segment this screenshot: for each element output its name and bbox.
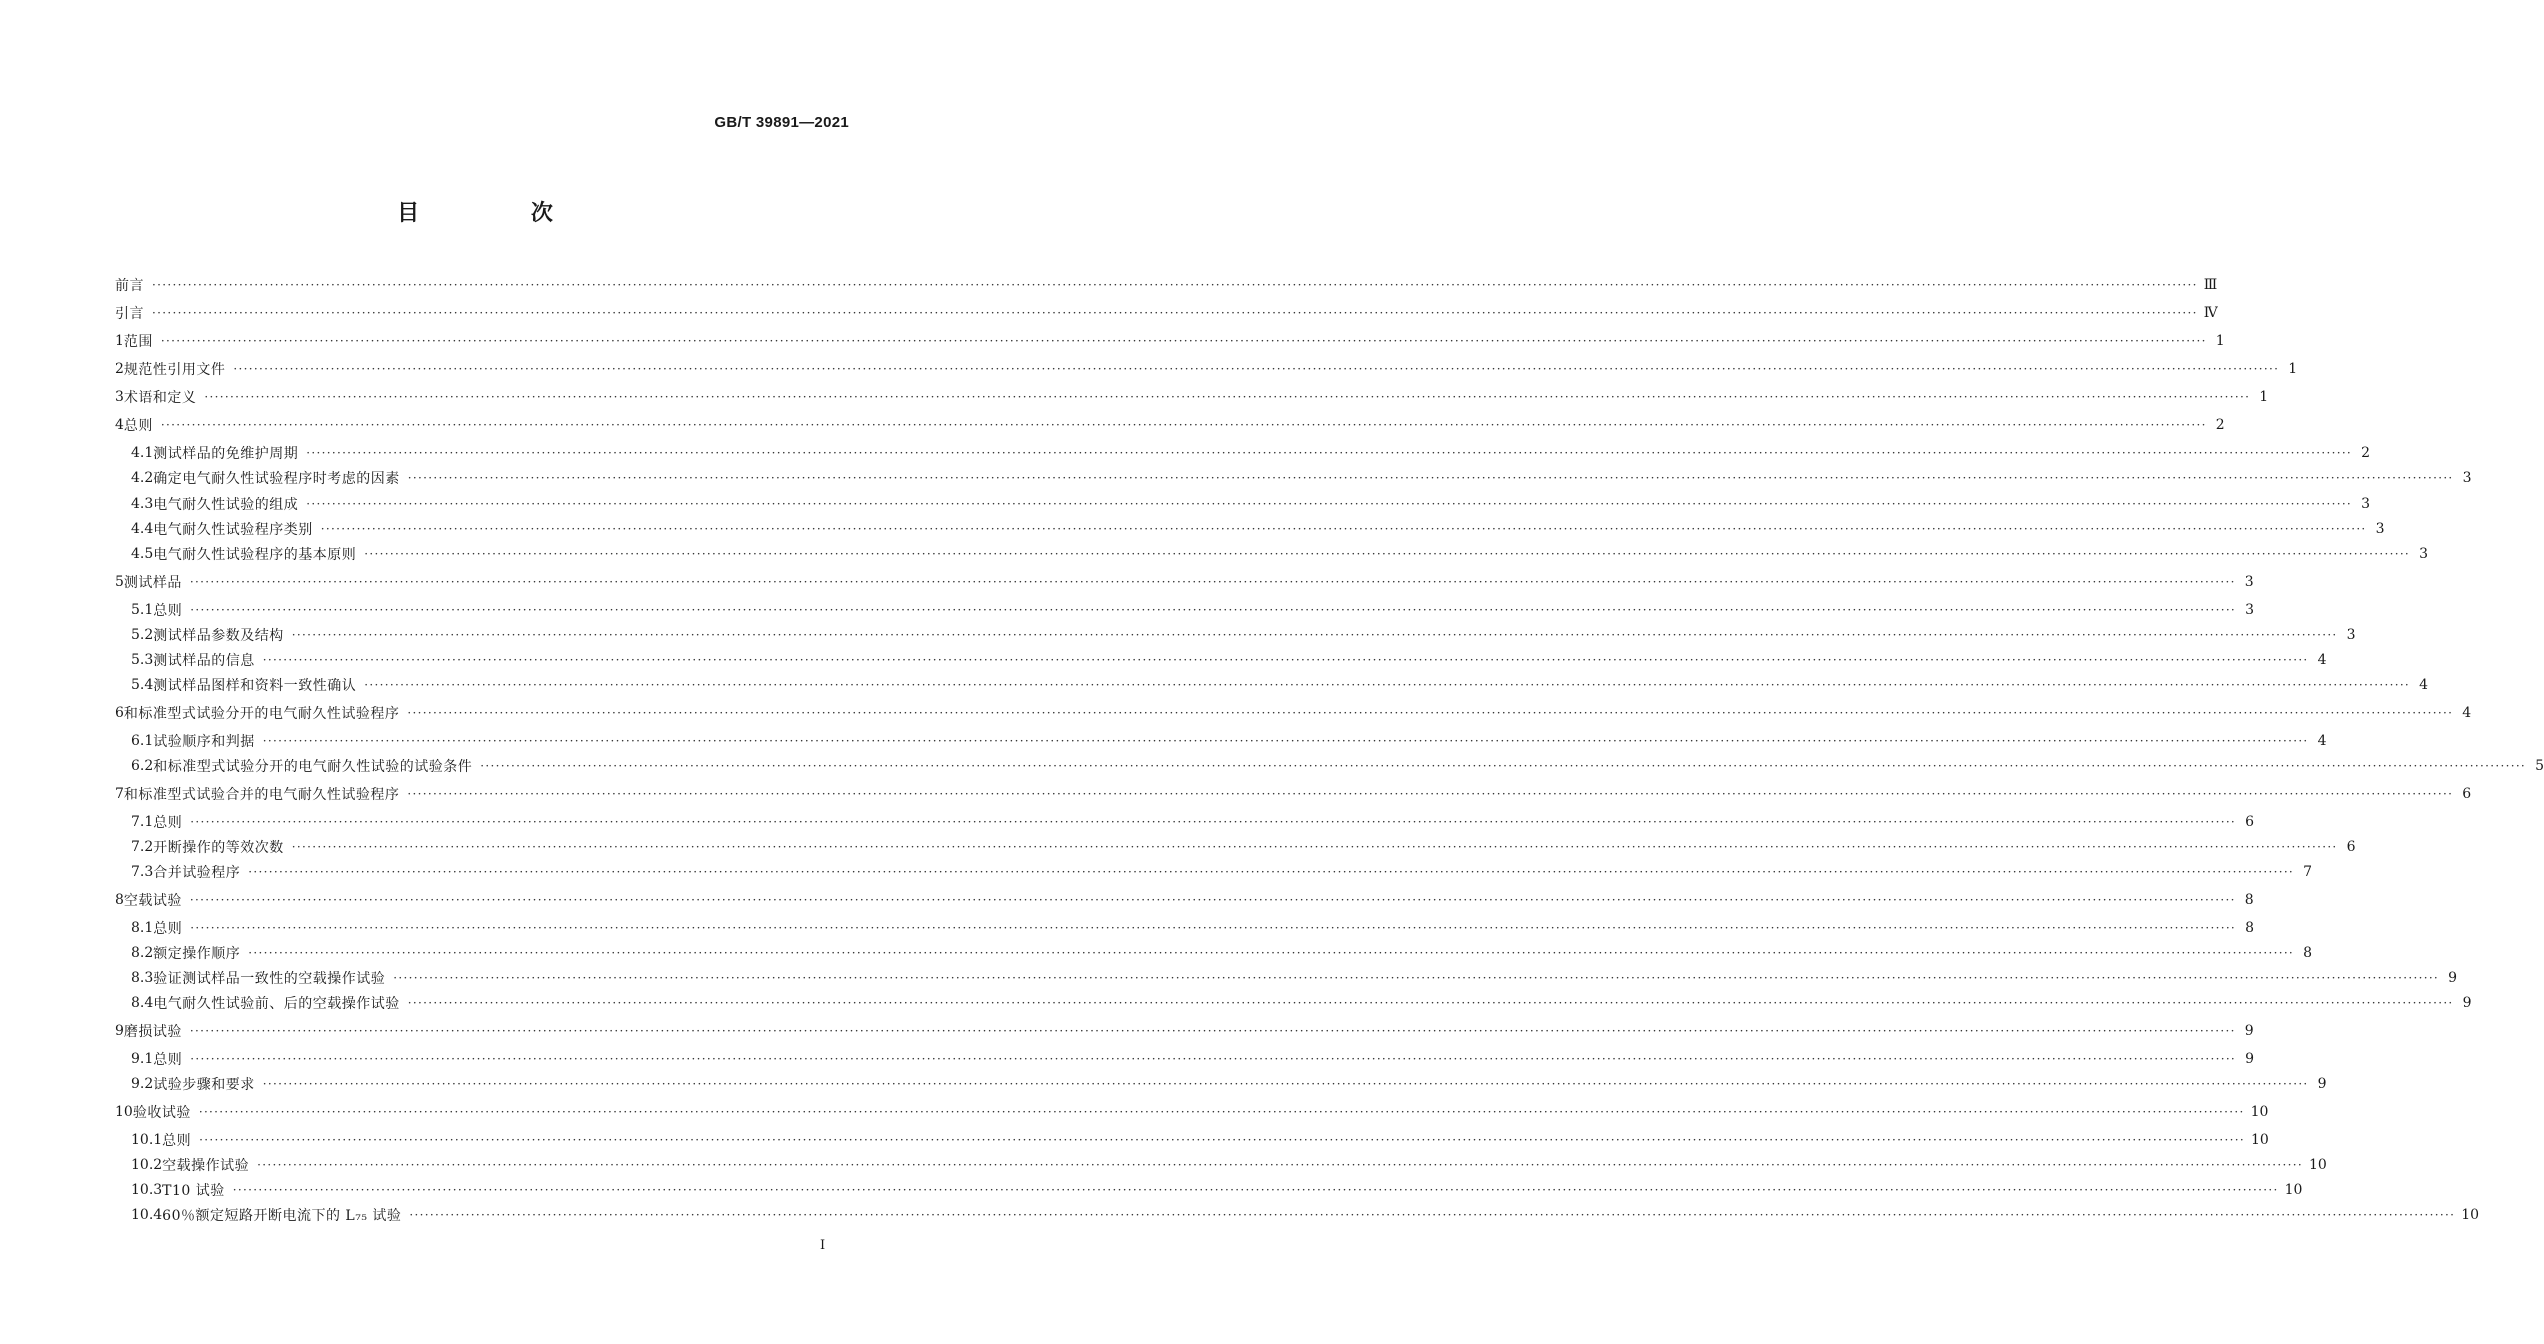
dot-leader: ················································································································································································································································································································································································································	[393, 971, 2440, 985]
toc-entry-page: 3	[2244, 574, 2254, 590]
dot-leader: ················································································································································································································································································································································································································	[306, 497, 2353, 511]
toc-entry-label: 测试样品的信息	[153, 653, 255, 669]
standard-code: GB/T 39891—2021	[714, 114, 849, 131]
dot-leader: ················································································································································································································································································································································································································	[152, 278, 2198, 292]
toc-entry[interactable]	[131, 965, 2458, 991]
toc-entry-number: 8	[115, 892, 124, 908]
toc-entry-label: 测试样品图样和资料一致性确认	[153, 678, 357, 694]
dot-leader: ················································································································································································································································································································································································································	[306, 446, 2353, 460]
toc-entry[interactable]	[131, 990, 2472, 1016]
toc-entry-page: 4	[2317, 733, 2327, 749]
toc-entry-label: 电气耐久性试验程序类别	[153, 522, 313, 538]
toc-entry-number: 8.1	[131, 920, 154, 936]
toc-entry-number: 7	[115, 786, 124, 802]
toc-entry-page: 5	[2535, 758, 2544, 774]
toc-entry-label: 前言	[115, 278, 144, 294]
toc-entry[interactable]	[115, 384, 2269, 410]
toc-entry-label: 空载操作试验	[162, 1158, 250, 1174]
toc-entry-number: 5.1	[131, 602, 154, 618]
toc-entry[interactable]	[131, 440, 2371, 466]
toc-entry-page: 9	[2462, 995, 2472, 1011]
toc-entry-number: 3	[115, 389, 124, 405]
toc-entry-page: 10	[2250, 1132, 2269, 1148]
toc-entry-number: 9.2	[131, 1076, 154, 1092]
toc-entry-page: 6	[2462, 786, 2472, 802]
toc-entry[interactable]	[131, 622, 2356, 648]
toc-entry-number: 10.2	[131, 1157, 163, 1173]
toc-entry[interactable]	[115, 1018, 2254, 1044]
toc-entry-number: 7.2	[131, 839, 154, 855]
toc-entry[interactable]	[131, 1177, 2303, 1203]
toc-entry[interactable]	[131, 1071, 2327, 1097]
toc-entry-page: 6	[2245, 814, 2255, 830]
dot-leader: ················································································································································································································································································································································································································	[189, 1024, 2236, 1038]
toc-entry-number: 8.4	[131, 995, 154, 1011]
dot-leader: ················································································································································································································································································································································································································	[189, 575, 2236, 589]
dot-leader: ················································································································································································································································································································································································································	[152, 306, 2198, 320]
toc-entry-label: 术语和定义	[123, 390, 197, 406]
toc-entry-number: 8.2	[131, 945, 154, 961]
toc-entry[interactable]	[115, 887, 2254, 913]
toc-entry[interactable]	[131, 1152, 2327, 1178]
toc-entry[interactable]	[115, 569, 2254, 595]
toc-entry-number: 6.1	[131, 733, 154, 749]
toc-entry-label: 空载试验	[123, 893, 182, 909]
toc-entry-label: 磨损试验	[123, 1024, 182, 1040]
toc-entry-number: 10.1	[131, 1132, 163, 1148]
dot-leader: ················································································································································································································································································································································································································	[198, 1105, 2245, 1119]
toc-entry[interactable]	[131, 859, 2313, 885]
toc-entry[interactable]	[131, 597, 2255, 623]
toc-entry[interactable]	[131, 491, 2371, 517]
dot-leader: ················································································································································································································································································································································································································	[407, 471, 2454, 485]
toc-entry-number: 5	[115, 574, 124, 590]
toc-entry-page: 4	[2462, 705, 2472, 721]
toc-entry-label: 验收试验	[132, 1105, 191, 1121]
toc-entry-page: 10	[2250, 1104, 2269, 1120]
toc-entry[interactable]	[131, 753, 2544, 779]
dot-leader: ················································································································································································································································································································································································································	[190, 921, 2237, 935]
toc-entry[interactable]	[131, 516, 2385, 542]
toc-entry-number: 10	[115, 1104, 133, 1120]
toc-entry-label: T10 试验	[162, 1183, 225, 1199]
toc-entry[interactable]	[115, 412, 2225, 438]
toc-entry-page: 3	[2346, 627, 2356, 643]
toc-entry[interactable]	[131, 940, 2313, 966]
dot-leader: ················································································································································································································································································································································································································	[248, 946, 2295, 960]
toc-entry-page: 3	[2375, 521, 2385, 537]
toc-entry-page: 1	[2259, 389, 2269, 405]
toc-entry-page: 3	[2245, 602, 2255, 618]
toc-entry-label: 测试样品参数及结构	[153, 628, 284, 644]
toc-entry[interactable]	[115, 700, 2472, 726]
toc-entry-label: 电气耐久性试验的组成	[153, 497, 299, 513]
toc-entry-number: 4.5	[131, 546, 154, 562]
toc-entry[interactable]	[131, 728, 2327, 754]
dot-leader: ················································································································································································································································································································································································································	[189, 893, 2236, 907]
toc-entry-number: 7.1	[131, 814, 154, 830]
toc-entry-label: 和标准型式试验合并的电气耐久性试验程序	[123, 787, 400, 803]
toc-entry-page: Ⅲ	[2203, 277, 2218, 293]
toc-entry[interactable]	[131, 541, 2429, 567]
toc-entry-number: 1	[115, 333, 124, 349]
toc-entry-page: Ⅳ	[2203, 305, 2218, 321]
toc-entry-page: 8	[2303, 945, 2313, 961]
toc-entry-page: 9	[2244, 1023, 2254, 1039]
toc-entry-label: 测试样品	[123, 575, 182, 591]
toc-entry-label: 和标准型式试验分开的电气耐久性试验的试验条件	[153, 759, 473, 775]
toc-entry-number: 5.4	[131, 677, 154, 693]
dot-leader: ················································································································································································································································································································································································································	[407, 787, 2454, 801]
dot-leader: ················································································································································································································································································································································································································	[160, 418, 2207, 432]
dot-leader: ················································································································································································································································································································································································································	[364, 547, 2411, 561]
dot-leader: ················································································································································································································································································································································································································	[407, 996, 2454, 1010]
toc-entry-page: 10	[2308, 1157, 2327, 1173]
toc-entry[interactable]	[131, 809, 2255, 835]
toc-entry-label: 电气耐久性试验程序的基本原则	[153, 547, 357, 563]
toc-entry-label: 电气耐久性试验前、后的空载操作试验	[153, 996, 400, 1012]
dot-leader: ················································································································································································································································································································································································································	[364, 678, 2411, 692]
toc-entry[interactable]	[131, 1046, 2255, 1072]
toc-entry[interactable]	[131, 915, 2255, 941]
toc-entry-number: 4.1	[131, 445, 154, 461]
toc-entry-label: 合并试验程序	[153, 865, 241, 881]
dot-leader: ················································································································································································································································································································································································································	[190, 603, 2237, 617]
dot-leader: ················································································································································································································································································································································································································	[409, 1208, 2456, 1222]
dot-leader: ················································································································································································································································································································································································································	[262, 653, 2309, 667]
toc-entry-page: 9	[2317, 1076, 2327, 1092]
toc-entry-number: 8.3	[131, 970, 154, 986]
toc-entry-label: 范围	[123, 334, 153, 350]
toc-entry-label: 总则	[153, 1052, 183, 1068]
page-title: 目 次	[397, 201, 605, 226]
toc-entry-number: 9	[115, 1023, 124, 1039]
toc-entry-label: 60％额定短路开断电流下的 L₇₅ 试验	[162, 1208, 402, 1224]
toc-entry-label: 总则	[153, 603, 183, 619]
toc-entry-page: 6	[2346, 839, 2356, 855]
toc-entry-page: 4	[2317, 652, 2327, 668]
toc-entry-number: 9.1	[131, 1051, 154, 1067]
toc-entry-number: 10.3	[131, 1182, 163, 1198]
page-number: I	[820, 1238, 826, 1253]
dot-leader: ················································································································································································································································································································································································································	[262, 734, 2309, 748]
toc-entry-label: 开断操作的等效次数	[153, 840, 284, 856]
toc-entry[interactable]	[115, 781, 2472, 807]
toc-entry-number: 2	[115, 361, 124, 377]
toc-entry-label: 和标准型式试验分开的电气耐久性试验程序	[123, 706, 400, 722]
toc-entry-label: 总则	[162, 1133, 192, 1149]
toc-entry-page: 2	[2215, 417, 2225, 433]
toc-entry-number: 10.4	[131, 1207, 163, 1223]
toc-entry-label: 确定电气耐久性试验程序时考虑的因素	[153, 471, 400, 487]
toc-entry-label: 引言	[115, 306, 144, 322]
toc-entry-number: 4	[115, 417, 124, 433]
toc-entry-page: 2	[2361, 445, 2371, 461]
toc-entry-page: 3	[2462, 470, 2472, 486]
toc-entry-label: 试验步骤和要求	[153, 1077, 255, 1093]
toc-entry-label: 验证测试样品一致性的空载操作试验	[153, 971, 386, 987]
dot-leader: ················································································································································································································································································································································································································	[190, 1052, 2237, 1066]
dot-leader: ················································································································································································································································································································································································································	[233, 362, 2280, 376]
toc-entry-page: 1	[2215, 333, 2225, 349]
toc-entry-number: 4.3	[131, 496, 154, 512]
toc-entry-page: 10	[2461, 1207, 2480, 1223]
toc-entry[interactable]	[131, 1127, 2269, 1153]
dot-leader: ················································································································································································································································································································································································································	[262, 1077, 2309, 1091]
toc-entry-number: 6	[115, 705, 124, 721]
toc-entry[interactable]	[131, 647, 2327, 673]
toc-entry[interactable]	[131, 672, 2429, 698]
dot-leader: ················································································································································································································································································································································································································	[232, 1183, 2279, 1197]
toc-entry-label: 总则	[153, 815, 183, 831]
toc-entry-number: 6.2	[131, 758, 154, 774]
toc-entry-page: 1	[2288, 361, 2298, 377]
dot-leader: ················································································································································································································································································································································································································	[291, 840, 2338, 854]
toc-entry-label: 额定操作顺序	[153, 946, 241, 962]
toc-entry[interactable]	[131, 1202, 2480, 1228]
toc-entry-page: 9	[2448, 970, 2458, 986]
toc-entry-page: 3	[2419, 546, 2429, 562]
dot-leader: ················································································································································································································································································································································································································	[204, 390, 2251, 404]
toc-entry-page: 7	[2303, 864, 2313, 880]
dot-leader: ················································································································································································································································································································································································································	[480, 759, 2527, 773]
dot-leader: ················································································································································································································································································································································································································	[248, 865, 2295, 879]
toc-entry-page: 9	[2245, 1051, 2255, 1067]
dot-leader: ················································································································································································································································································································································································································	[257, 1158, 2303, 1172]
toc-entry-page: 10	[2284, 1182, 2303, 1198]
toc-entry-label: 总则	[153, 921, 183, 937]
dot-leader: ················································································································································································································································································································································································································	[291, 628, 2338, 642]
toc-entry[interactable]	[131, 834, 2356, 860]
dot-leader: ················································································································································································································································································································································································································	[160, 334, 2207, 348]
toc-entry-label: 规范性引用文件	[123, 362, 226, 378]
toc-entry-label: 测试样品的免维护周期	[153, 446, 299, 462]
dot-leader: ················································································································································································································································································································································································································	[407, 706, 2454, 720]
toc-entry-number: 5.2	[131, 627, 154, 643]
toc-entry-page: 8	[2244, 892, 2254, 908]
toc-entry-page: 8	[2245, 920, 2255, 936]
dot-leader: ················································································································································································································································································································································································································	[199, 1133, 2245, 1147]
dot-leader: ················································································································································································································································································································································································································	[190, 815, 2237, 829]
dot-leader: ················································································································································································································································································································································································································	[320, 522, 2367, 536]
toc-entry-number: 4.2	[131, 470, 154, 486]
toc-entry-label: 总则	[123, 418, 153, 434]
toc-entry-page: 3	[2361, 496, 2371, 512]
toc-entry-page: 4	[2419, 677, 2429, 693]
toc-entry[interactable]	[115, 356, 2298, 382]
toc-entry[interactable]	[115, 272, 2218, 298]
toc-entry[interactable]	[115, 328, 2225, 354]
toc-entry-label: 试验顺序和判据	[153, 734, 255, 750]
toc-entry-number: 4.4	[131, 521, 154, 537]
toc-entry[interactable]	[131, 465, 2472, 491]
toc-entry-number: 5.3	[131, 652, 154, 668]
toc-entry-number: 7.3	[131, 864, 154, 880]
toc-entry[interactable]	[115, 300, 2218, 326]
toc-entry[interactable]	[115, 1099, 2269, 1125]
